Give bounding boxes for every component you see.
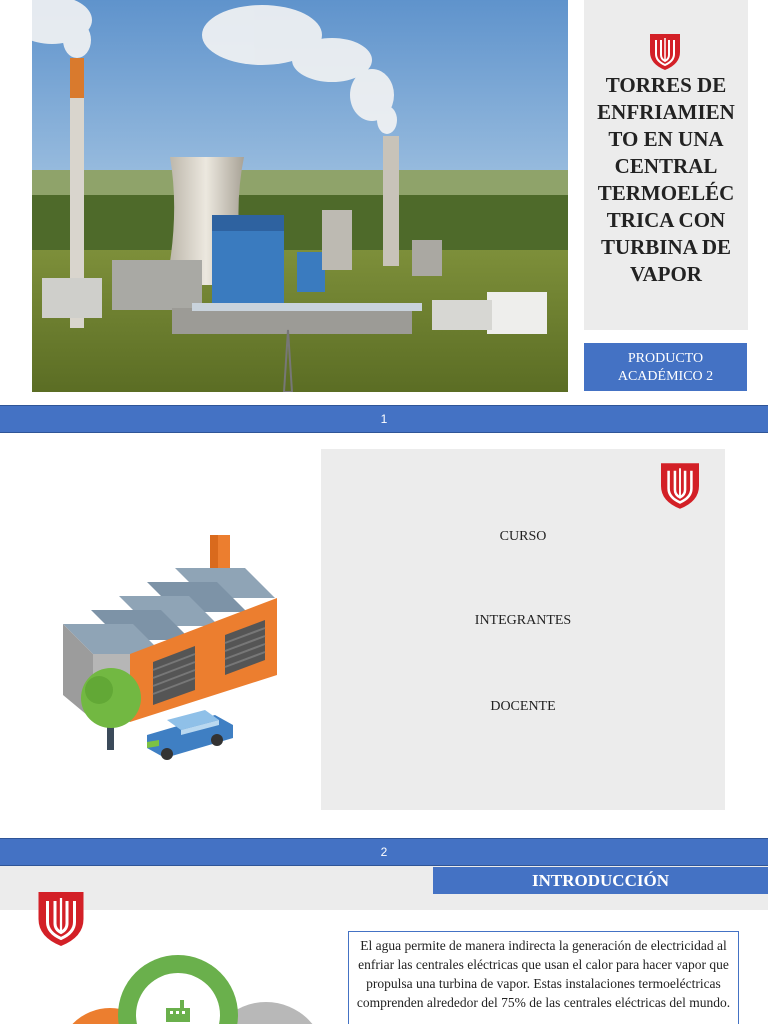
university-shield-logo-icon [38,892,84,946]
members-label: INTEGRANTES [474,613,572,628]
title-line: ENFRIAMIEN [597,100,735,124]
section-heading: INTRODUCCIÓN [433,867,768,894]
title-line: VAPOR [630,262,702,286]
course-label: CURSO [499,529,547,544]
intro-paragraph: El agua permite de manera indirecta la generación de electricidad al enfriar las centrales eléctricas que usan el calor para hacer vapor que propulsa una turbina de vapor. Estas instalaciones termoeléctricas comprenden alrededor del 75% de las centrales eléctricas del mundo. [356,938,731,1010]
teacher-label: DOCENTE [490,699,556,714]
title-line: TO EN UNA [608,127,724,151]
title-line: TORRES DE [605,73,727,97]
university-shield-logo-icon [661,463,699,509]
title-line: TRICA CON [606,208,726,232]
page-number-bar: 2 [0,838,768,866]
product-label-box [584,343,747,391]
title-panel [584,0,748,330]
intro-text-box [348,931,739,1024]
title-line: TURBINA DE [600,235,732,259]
power-plant-photo [32,0,568,392]
page-number-bar: 1 [0,405,768,433]
product-line: ACADÉMICO 2 [617,369,714,384]
product-line: PRODUCTO [627,351,704,366]
title-line: CENTRAL [614,154,718,178]
document-title [588,72,744,288]
factory-illustration-icon [55,530,285,770]
info-panel [321,449,725,810]
university-shield-logo-icon [650,34,680,70]
infographic-circles [40,950,320,1024]
title-line: TERMOELÉC [597,181,735,205]
